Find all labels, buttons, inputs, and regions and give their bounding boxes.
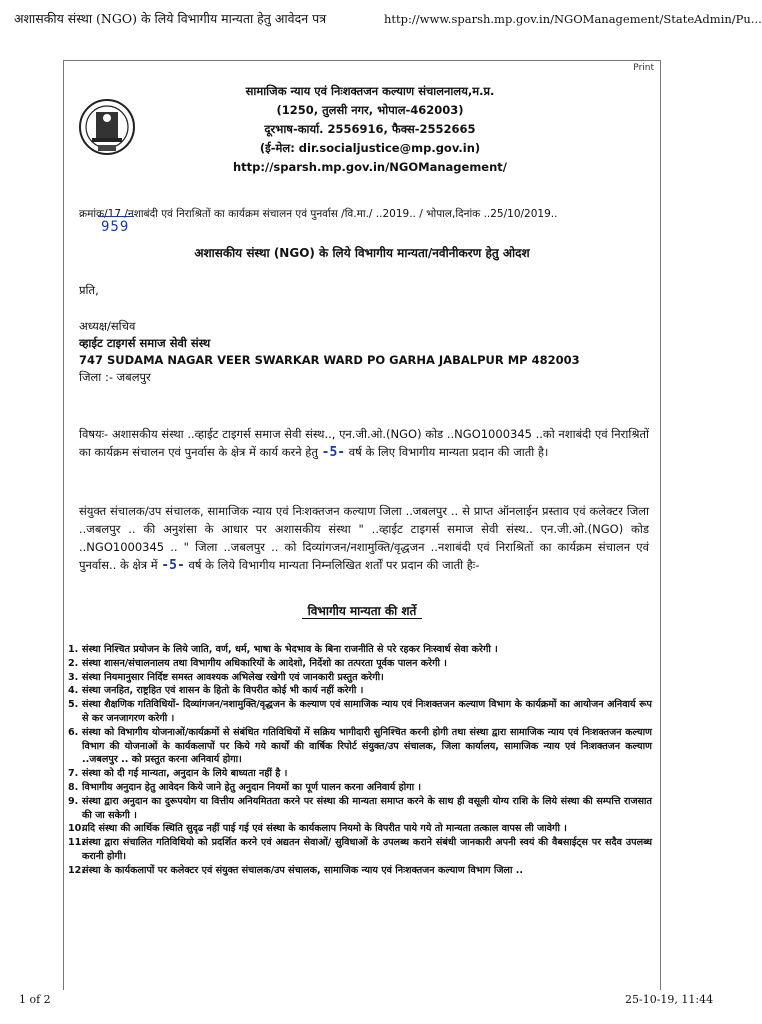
handwritten-underline [98, 216, 134, 217]
page-number: 1 of 2 [19, 993, 51, 1006]
condition-item: 9. संस्था द्वारा अनुदान का दुरूपयोग या वित्तीय अनियमितता करने पर संस्था की मान्यता समाप्त करने के साथ ही वसूली योग्य राशि के लिये संस्था की सम्पत्ति राजसात की जा सकेगी । [68, 795, 652, 821]
org-email: (ई-मेल: dir.socialjustice@mp.gov.in) [259, 141, 481, 155]
order-title: अशासकीय संस्था (NGO) के लिये विभागीय मान्यता/नवीनीकरण हेतु ओदश [194, 246, 530, 260]
condition-item: 11. संस्था द्वारा संचालित गतिविधियो को प्रदर्शित करने एवं अद्यतन सेवाओं/ सुविधाओं के उपलब्ध कराने संबंधी जानकारी अपनी स्वयं की वैबसाईट्स पर सदैव उपलब्ध करानी होगी। [68, 837, 652, 862]
condition-item: 12. संस्था के कार्यकलापों पर कलेक्टर एवं संयुक्त संचालक/उप संचालक, सामाजिक न्याय एवं निःशक्तजन कल्याण विभाग जिला .. [68, 864, 524, 876]
reference-line: क्रमांक/17 /नशाबंदी एवं निराश्रितों का कार्यक्रम संचालन एवं पुनर्वास /वि.मा./ ..2019.. / भोपाल,दिनांक ..25/10/2019.. [79, 208, 558, 220]
addressee-district: जिला :- जबलपुर [79, 370, 151, 384]
addressee-org: व्हाईट टाइगर्स समाज सेवी संस्थ [79, 336, 211, 350]
condition-item: 1. संस्था निश्चित प्रयोजन के लिये जाति, वर्ण, धर्म, भाषा के भेदभाव के बिना राजनीति से परे रहकर निःस्वार्थ सेवा करेगी । [68, 644, 498, 655]
condition-item: 7. संस्था को दी गई मान्यता, अनुदान के लिये बाध्यता नहीं है । [68, 768, 288, 780]
org-letterhead [200, 82, 540, 177]
org-website[interactable]: http://sparsh.mp.gov.in/NGOManagement/ [233, 160, 507, 174]
emblem-icon [78, 98, 136, 160]
condition-item: 10. यदि संस्था की आर्थिक स्थिति सुदृढ नहीं पाई गई एवं संस्था के कार्यकलाप नियमो के विपरीत पाये गये तो मान्यता तत्काल वापस ली जावेगी । [68, 823, 567, 835]
print-link[interactable]: Print [633, 63, 654, 73]
conditions-title-underline [302, 618, 422, 619]
browser-url: http://www.sparsh.mp.gov.in/NGOManagement/StateAdmin/Pu... [384, 12, 762, 26]
handwritten-years: -5- [321, 445, 346, 460]
subject-paragraph [79, 425, 649, 462]
condition-item: 3. संस्था नियमानुसार निर्दिष्ट समस्त आवश्यक अभिलेख रखेगी एवं जानकारी प्रस्तुत करेगी। [68, 671, 384, 683]
org-phone: दूरभाष-कार्या. 2556916, फैक्स-2552665 [264, 122, 476, 136]
body-paragraph [79, 502, 649, 575]
condition-item: 8. विभागीय अनुदान हेतु आवेदन किये जाने हेतु अनुदान नियमों का पूर्ण पालन करना अनिवार्य होगा । [68, 781, 422, 793]
org-name: सामाजिक न्याय एवं निःशक्तजन कल्याण संचालनालय,म.प्र. [245, 84, 495, 98]
condition-item: 5. संस्था शैक्षणिक गतिविधियों- दिव्यांगजन/नशामुक्ति/वृद्धजन के कल्याण एवं सामाजिक न्याय एवं निःशक्तजन कल्याण विभाग के कार्यक्रमों का आयोजन अनिवार्य रूप से कर जनजागरण करेगी । [68, 699, 652, 724]
body-text: संयुक्त संचालक/उप संचालक, सामाजिक न्याय एवं निःशक्तजन कल्याण जिला ..जबलपुर .. से प्राप्त ऑनलाईन प्रस्ताव एवं कलेक्टर जिला ..जबलपुर .. की अनुशंसा के आधार पर अशासकीय संस्था " ..व्हाईट टाइगर्स समाज सेवी संस्थ.. एन.जी.ओ.(NGO) कोड ..NGO1000345 .. " जिला ..जबलपुर .. को दिव्यांगजन/नशामुक्ति/वृद्धजन ..नशाबंदी एवं निराश्रितों का कार्यक्रम संचालन एवं पुनर्वास.. के क्षेत्र में [79, 504, 649, 572]
browser-doc-title: अशासकीय संस्था (NGO) के लिये विभागीय मान्यता हेतु आवेदन पत्र [14, 11, 327, 26]
subject-text: विषयः- अशासकीय संस्था ..व्हाईट टाइगर्स समाज सेवी संस्थ.., एन.जी.ओ.(NGO) कोड ..NGO1000345 ..को नशाबंदी एवं निराश्रितों का कार्यक्रम संचालन एवं पुनर्वास के क्षेत्र में कार्य करने हेतु [79, 427, 649, 459]
body-text-end: वर्ष के लिये विभागीय मान्यता निम्नलिखित शर्तों पर प्रदान की जाती हैः- [188, 558, 480, 572]
condition-item: 4. संस्था जनहित, राष्ट्रहित एवं शासन के हितो के विपरीत कोई भी कार्य नहीं करेगी । [68, 685, 364, 697]
condition-item: 2. संस्था शासन/संचालनालय तथा विभागीय अधिकारियों के आदेशो, निर्देशो का तत्परता पूर्वक पालन करेगी । [68, 657, 447, 669]
addressee-block [79, 318, 580, 386]
subject-text-end: वर्ष के लिए विभागीय मान्यता प्रदान की जाती है। [348, 445, 549, 459]
handwritten-number: 959 [101, 219, 130, 235]
condition-item: 6. संस्था को विभागीय योजनाओं/कार्यक्रमों से संबंधित गतिविधियों में सक्रिय भागीदारी सुनिश्चित करनी होगी तथा संस्था द्वारा सामाजिक न्याय एवं निःशक्तजन कल्याण विभाग की योजनाओं के कार्यकलापों पर किये गये कार्यों की वार्षिक रिपोर्ट संयुक्त/उप संचालक, जिला कार्यालय, सामाजिक न्याय एवं निःशक्तजन कल्याण ..जबलपुर .. को प्रस्तुत करना अनिवार्य होगा। [68, 726, 652, 766]
org-address: (1250, तुलसी नगर, भोपाल-462003) [276, 103, 464, 117]
addressee-address: 747 SUDAMA NAGAR VEER SWARKAR WARD PO GARHA JABALPUR MP 482003 [79, 353, 580, 367]
conditions-title: विभागीय मान्यता की शर्ते [307, 604, 417, 618]
conditions-list [68, 643, 652, 878]
print-datetime: 25-10-19, 11:44 [625, 993, 714, 1006]
addressee-designation: अध्यक्ष/सचिव [79, 319, 136, 333]
handwritten-years-2: -5- [161, 558, 185, 573]
prati-label: प्रति, [79, 283, 99, 297]
